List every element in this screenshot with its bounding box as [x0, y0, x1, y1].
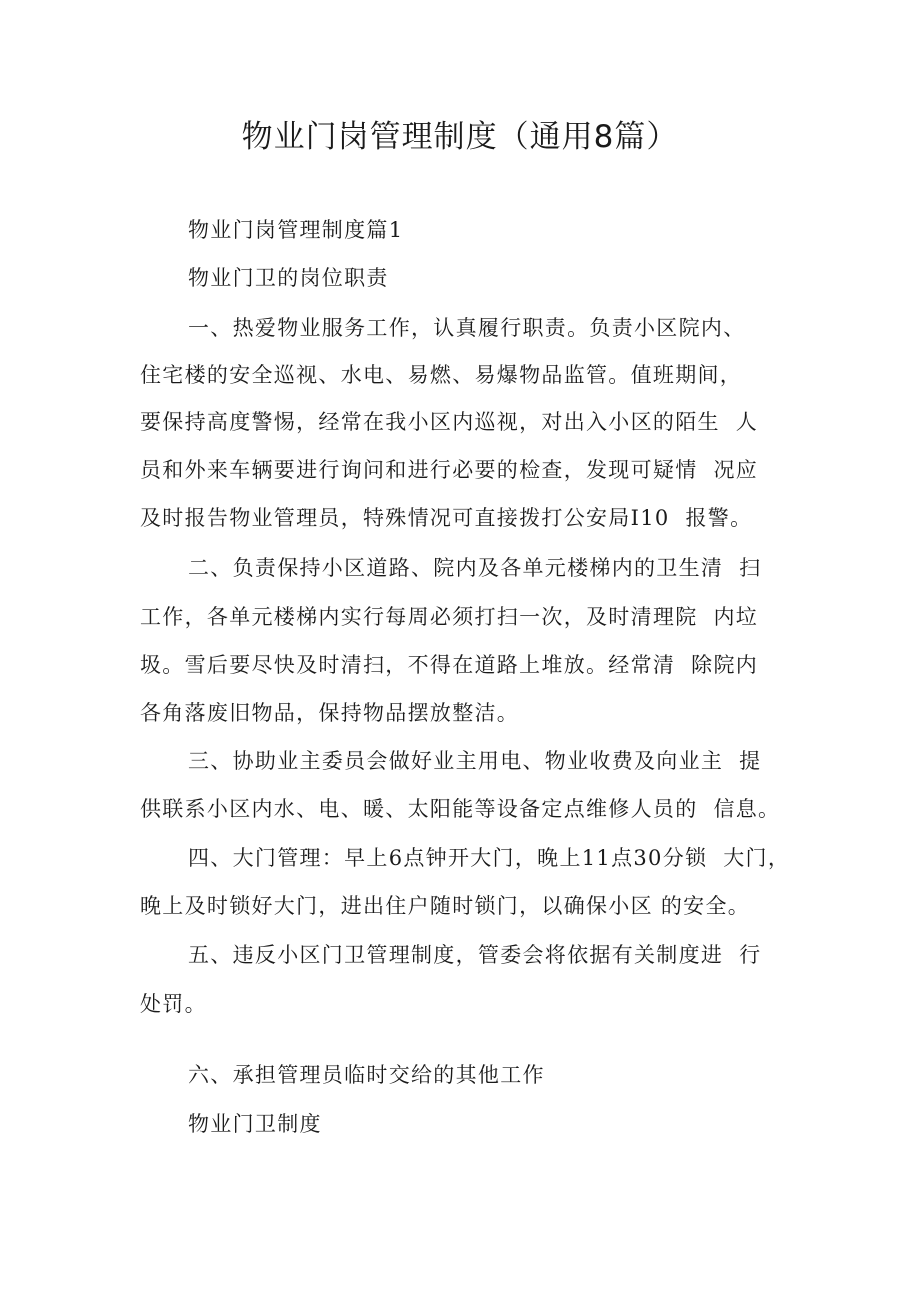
paragraph-line: 晚上及时锁好大门，进出住户随时锁门，以确保小区 的安全。 — [140, 894, 751, 918]
paragraph-line: 四、大门管理：早上6点钟开大门，晚上11点30分锁 大门， — [188, 846, 791, 870]
subsection-heading: 物业门卫的岗位职责 — [188, 266, 389, 290]
paragraph-line: 员和外来车辆要进行询问和进行必要的检查，发现可疑情 况应 — [140, 458, 759, 482]
paragraph-line: 供联系小区内水、电、暖、太阳能等设备定点维修人员的 信息。 — [140, 797, 781, 821]
paragraph-line: 一、热爱物业服务工作，认真履行职责。负责小区院内、 — [188, 316, 746, 340]
section-heading: 物业门卫制度 — [188, 1112, 322, 1136]
paragraph-line: 住宅楼的安全巡视、水电、易燃、易爆物品监管。值班期间， — [140, 363, 743, 387]
paragraph-line: 及时报告物业管理员，特殊情况可直接拨打公安局I10 报警。 — [140, 506, 753, 530]
paragraph-line: 圾。雪后要尽快及时清扫，不得在道路上堆放。经常清 除院内 — [140, 653, 759, 677]
document-title: 物业门岗管理制度（通用8篇） — [241, 119, 679, 155]
paragraph-line: 处罚。 — [140, 992, 207, 1016]
paragraph-line: 要保持高度警惕，经常在我小区内巡视，对出入小区的陌生 人 — [140, 410, 759, 434]
paragraph-line: 工作，各单元楼梯内实行每周必须打扫一次，及时清理院 内垃 — [140, 605, 759, 629]
paragraph-line: 六、承担管理员临时交给的其他工作 — [188, 1063, 545, 1087]
paragraph-line: 五、违反小区门卫管理制度，管委会将依据有关制度进 行 — [188, 943, 762, 967]
paragraph-line: 各角落废旧物品，保持物品摆放整洁。 — [140, 701, 520, 725]
paragraph-line: 二、负责保持小区道路、院内及各单元楼梯内的卫生清 扫 — [188, 556, 762, 580]
section-heading: 物业门岗管理制度篇1 — [188, 218, 404, 242]
paragraph-line: 三、协助业主委员会做好业主用电、物业收费及向业主 提 — [188, 749, 762, 773]
